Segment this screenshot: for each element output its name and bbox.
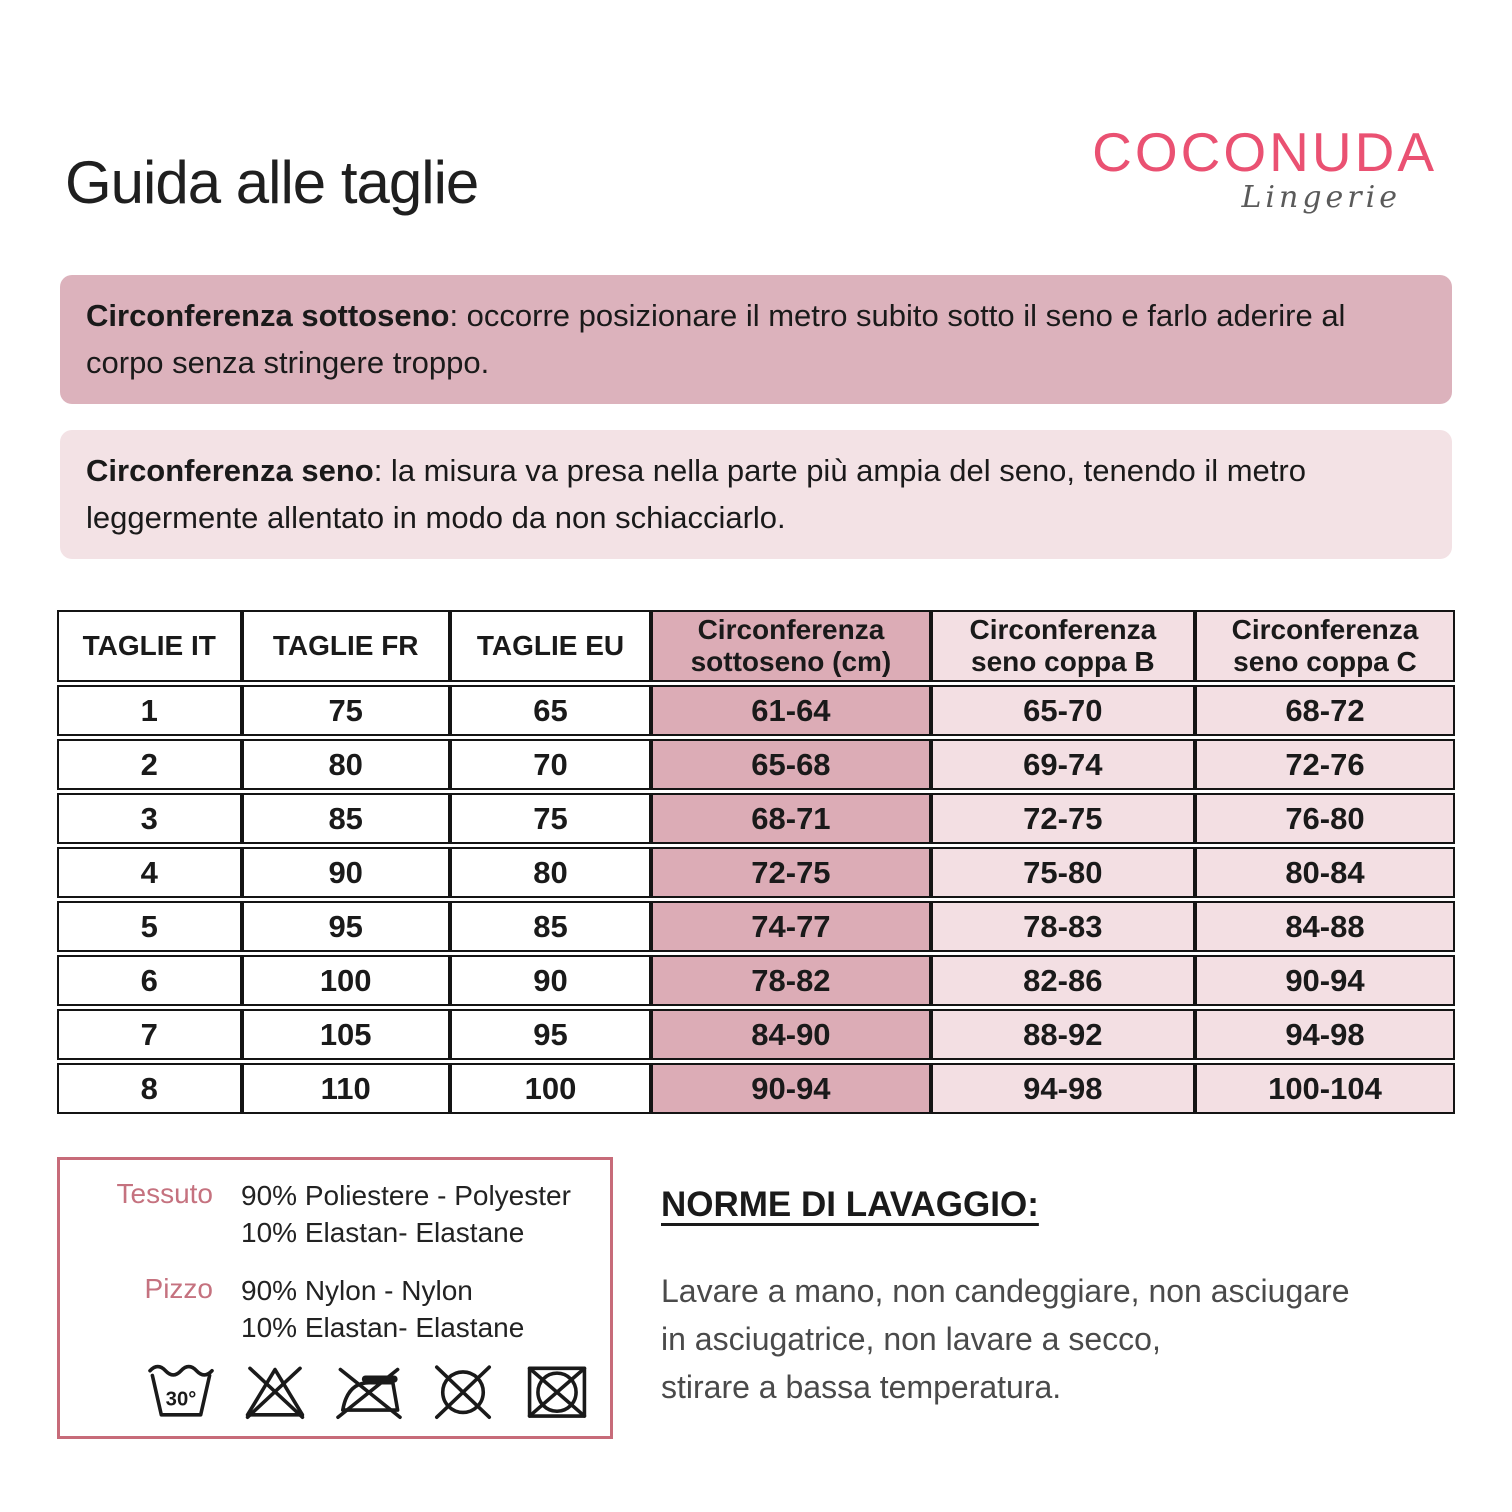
fabric-label-tessuto: Tessuto [116,1178,213,1210]
table-row [57,739,1455,790]
fabric-lines-pizzo [241,1273,594,1346]
size-cell: 61-64 [651,685,931,736]
table-row [57,793,1455,844]
col-header-coppa-b: Circonferenza seno coppa B [931,610,1195,682]
fabric-label-pizzo: Pizzo [144,1273,213,1305]
size-cell: 72-75 [651,847,931,898]
fabric-line: 90% Poliestere - Polyester [241,1180,571,1212]
size-cell: 80 [242,739,450,790]
brand-tagline: Lingerie [1241,180,1401,215]
size-cell: 100-104 [1195,1063,1455,1114]
col-header-sottoseno: Circonferenza sottoseno (cm) [651,610,931,682]
fabric-line: 10% Elastan- Elastane [241,1311,525,1343]
size-cell: 72-76 [1195,739,1455,790]
info-box-seno [60,430,1452,559]
size-cell: 75 [242,685,450,736]
size-cell: 76-80 [1195,793,1455,844]
size-cell: 90 [450,955,651,1006]
size-cell: 78-82 [651,955,931,1006]
size-cell: 80 [450,847,651,898]
size-cell: 2 [57,739,242,790]
do-not-iron-icon [332,1360,406,1422]
wash-30-icon [144,1360,218,1422]
bottom-section [57,1157,1455,1439]
size-cell: 94-98 [1195,1009,1455,1060]
size-cell: 105 [242,1009,450,1060]
size-table [57,607,1455,1117]
size-cell: 90-94 [651,1063,931,1114]
size-cell: 100 [242,955,450,1006]
size-cell: 8 [57,1063,242,1114]
size-cell: 100 [450,1063,651,1114]
info-box-seno-lead: Circonferenza seno [86,453,374,488]
info-box-sottoseno [60,275,1452,404]
washing-instructions-heading: NORME DI LAVAGGIO: [661,1185,1039,1225]
size-cell: 82-86 [931,955,1195,1006]
fabric-composition-box [57,1157,613,1439]
fabric-composition-grid [76,1178,594,1346]
size-cell: 70 [450,739,651,790]
washing-instructions-line: in asciugatrice, non lavare a secco, [661,1321,1161,1358]
table-row [57,1009,1455,1060]
size-cell: 84-88 [1195,901,1455,952]
table-row [57,847,1455,898]
fabric-lines-tessuto [241,1178,594,1251]
col-header-taglie-eu: TAGLIE EU [450,610,651,682]
brand-logo [1092,120,1447,215]
size-cell: 4 [57,847,242,898]
size-cell: 84-90 [651,1009,931,1060]
col-header-taglie-fr: TAGLIE FR [242,610,450,682]
size-cell: 94-98 [931,1063,1195,1114]
size-cell: 69-74 [931,739,1195,790]
size-cell: 72-75 [931,793,1195,844]
table-row [57,685,1455,736]
do-not-dry-clean-icon [426,1360,500,1422]
size-cell: 110 [242,1063,450,1114]
table-header-row [57,610,1455,682]
col-header-coppa-c: Circonferenza seno coppa C [1195,610,1455,682]
size-cell: 88-92 [931,1009,1195,1060]
fabric-line: 10% Elastan- Elastane [241,1216,525,1248]
page-title: Guida alle taglie [65,149,479,216]
fabric-line: 90% Nylon - Nylon [241,1275,473,1307]
size-cell: 90 [242,847,450,898]
size-cell: 65 [450,685,651,736]
info-box-seno-text: : la misura va presa nella parte più ampia del seno, tenendo il metro leggermente allentato in modo da non schiacciarlo. [86,453,1306,535]
size-cell: 7 [57,1009,242,1060]
size-cell: 75 [450,793,651,844]
care-symbols [76,1360,594,1422]
size-cell: 80-84 [1195,847,1455,898]
size-cell: 3 [57,793,242,844]
col-header-taglie-it: TAGLIE IT [57,610,242,682]
washing-instructions [613,1157,1455,1411]
size-cell: 65-70 [931,685,1195,736]
svg-text:30°: 30° [165,1388,197,1411]
size-cell: 78-83 [931,901,1195,952]
size-cell: 95 [242,901,450,952]
washing-instructions-line: stirare a bassa temperatura. [661,1369,1062,1406]
info-box-sottoseno-lead: Circonferenza sottoseno [86,298,450,333]
header [57,120,1455,217]
size-cell: 75-80 [931,847,1195,898]
size-cell: 90-94 [1195,955,1455,1006]
size-cell: 68-71 [651,793,931,844]
size-cell: 74-77 [651,901,931,952]
size-cell: 5 [57,901,242,952]
table-row [57,1063,1455,1114]
table-row [57,901,1455,952]
table-row [57,955,1455,1006]
size-cell: 68-72 [1195,685,1455,736]
size-cell: 65-68 [651,739,931,790]
size-cell: 85 [450,901,651,952]
size-cell: 85 [242,793,450,844]
size-cell: 1 [57,685,242,736]
size-cell: 6 [57,955,242,1006]
do-not-bleach-icon [238,1360,312,1422]
size-cell: 95 [450,1009,651,1060]
info-box-sottoseno-text: : occorre posizionare il metro subito sotto il seno e farlo aderire al corpo senza stringere troppo. [86,298,1346,380]
brand-name: COCONUDA [1092,121,1437,183]
washing-instructions-line: Lavare a mano, non candeggiare, non asciugare [661,1273,1350,1310]
do-not-tumble-dry-icon [520,1360,594,1422]
